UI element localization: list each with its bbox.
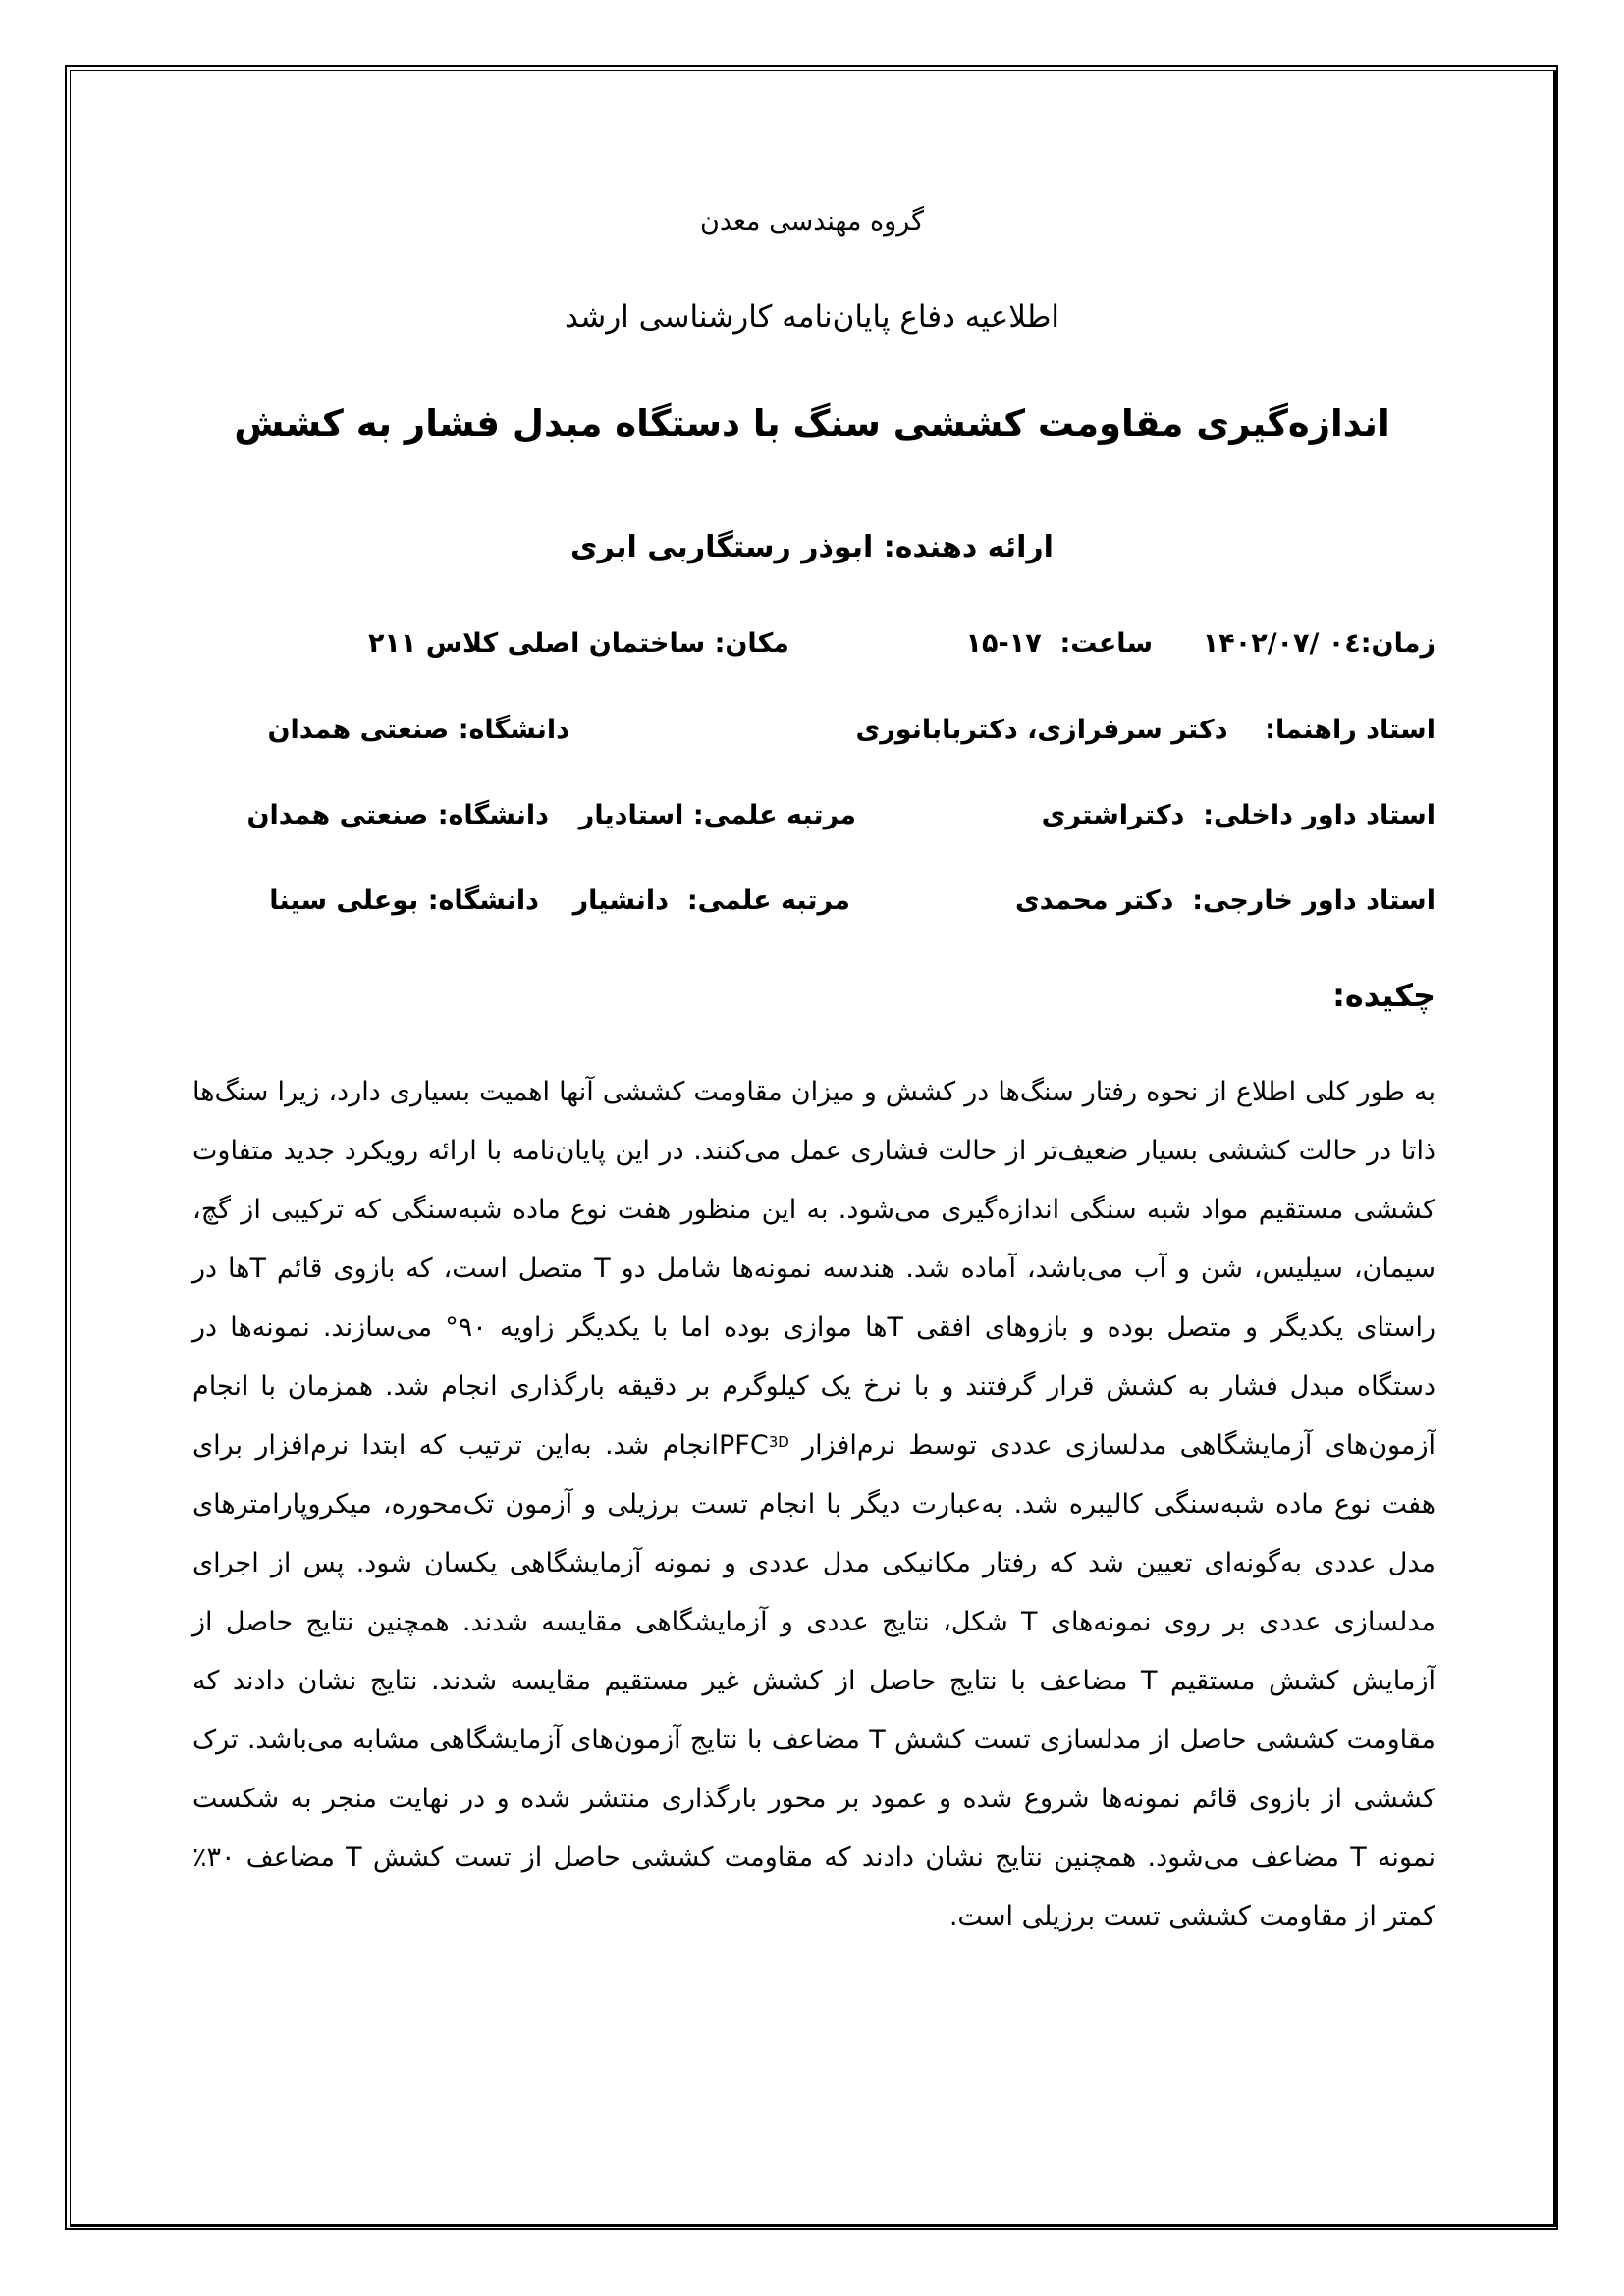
internal-examiner-university-label: دانشگاه: (437, 800, 549, 830)
software-name (719, 1430, 789, 1461)
abstract-body (192, 1063, 1435, 1947)
internal-examiner-rank: استادیار (578, 800, 684, 830)
presenter-label: ارائه دهنده: (883, 530, 1054, 564)
external-examiner-university: بوعلی سینا (269, 885, 419, 916)
presenter-name: ابوذر رستگاربی ابری (570, 530, 874, 564)
internal-examiner-university: صنعتی همدان (246, 800, 429, 830)
software-superscript: 3D (768, 1433, 789, 1451)
time-value: ۱۵-۱۷ (965, 628, 1042, 659)
presenter (0, 530, 1624, 564)
internal-examiner-name: دکتراشتری (1041, 800, 1185, 830)
defense-notice-heading: اطلاعیه دفاع پایان‌نامه کارشناسی ارشد (564, 299, 1060, 335)
date-field (1203, 628, 1435, 659)
external-examiner-university-label: دانشگاه: (427, 885, 539, 916)
internal-examiner-university-field (246, 800, 549, 830)
abstract-text-part2: انجام شد. به‌این ترتیب که ابتدا نرم‌افزار برای هفت نوع ماده شبه‌سنگی کالیبره شد. به‌عبارت دیگر با انجام تست برزیلی و آزمون تک‌محوره، میکروپارامترهای مدل عددی به‌گونه‌ای تعیین شد که رفتار مکانیکی مدل عددی و نمونه آزمایشگاهی یکسان شود. پس از اجرای مدلسازی عددی بر روی نمونه‌های T شکل، نتایج عددی و آزمایشگاهی مقایسه شدند. همچنین نتایج حاصل از آزمایش کشش مستقیم T مضاعف با نتایج حاصل از کشش غیر مستقیم مقایسه شدند. نتایج نشان دادند که مقاومت کششی حاصل از مدلسازی تست کشش T مضاعف با نتایج آزمون‌های آزمایشگاهی مشابه می‌باشد. ترک کششی از بازوی قائم نمونه‌ها شروع شده و عمود بر محور بارگذاری منتشر شده و در نهایت منجر به شکست نمونه T مضاعف می‌شود. همچنین نتایج نشان دادند که مقاومت کششی حاصل از تست کشش T مضاعف ۳۰٪ کمتر از مقاومت کششی تست برزیلی است. (192, 1430, 1436, 1932)
supervisor-university-field (267, 715, 569, 745)
abstract-heading: چکیده: (1332, 977, 1435, 1014)
location-value: ساختمان اصلی کلاس ۲۱۱ (367, 628, 706, 659)
external-examiner-rank: دانشیار (572, 885, 670, 916)
supervisor-university: صنعتی همدان (267, 715, 450, 745)
external-examiner-rank-field (573, 885, 850, 916)
abstract-paragraph (192, 1063, 1435, 1947)
external-examiner-field (1015, 885, 1435, 916)
internal-examiner-label: استاد داور داخلی: (1203, 800, 1435, 830)
date-label: زمان: (1360, 628, 1435, 659)
abstract-text-part1: به طور کلی اطلاع از نحوه رفتار سنگ‌ها در کشش و میزان مقاومت کششی آنها اهمیت بسیاری دارد، زیرا سنگ‌ها ذاتا در حالت کششی بسیار ضعیف‌تر از حالت فشاری عمل می‌کنند. در این پایان‌نامه با ارائه رویکرد جدید متفاوت کششی مستقیم مواد شبه سنگی اندازه‌گیری می‌شود. به این منظور هفت نوع ماده شبه‌سنگی که ترکیبی از گچ، سیمان، سیلیس، شن و آب می‌باشد، آماده شد. هندسه نمونه‌ها شامل دو T متصل است، که بازوی قائم Tها در راستای یکدیگر و متصل بوده و بازوهای افقی Tها موازی بوده اما با یکدیگر زاویه ۹۰° می‌سازند. نمونه‌ها در دستگاه مبدل فشار به کشش قرار گرفتند و با نرخ یک کیلوگرم بر دقیقه بارگذاری انجام شد. همزمان با انجام آزمون‌های آزمایشگاهی مدلسازی عددی توسط نرم‌افزار (192, 1077, 1435, 1461)
location-label: مکان: (714, 628, 789, 659)
supervisor-label: استاد راهنما: (1265, 715, 1435, 745)
thesis-title: اندازه‌گیری مقاومت کششی سنگ با دستگاه مبدل فشار به کشش (234, 402, 1390, 445)
supervisor-name: دکتر سرفرازی، دکتربابانوری (855, 715, 1228, 745)
time-field (966, 628, 1153, 659)
external-examiner-university-field (269, 885, 539, 916)
date-value: ۱۴۰۲/۰۷/ ۰٤ (1202, 628, 1361, 659)
external-examiner-rank-label: مرتبه علمی: (686, 885, 850, 916)
internal-examiner-rank-label: مرتبه علمی: (692, 800, 856, 830)
external-examiner-label: استاد داور خارجی: (1192, 885, 1435, 916)
internal-examiner-field (1042, 800, 1435, 830)
software-label: PFC (719, 1430, 769, 1461)
location-field (368, 628, 789, 659)
external-examiner-name: دکتر محمدی (1015, 885, 1174, 916)
department-heading: گروه مهندسی معدن (700, 206, 924, 237)
supervisor-field (855, 715, 1435, 745)
supervisor-university-label: دانشگاه: (458, 715, 569, 745)
internal-examiner-rank-field (579, 800, 856, 830)
time-label: ساعت: (1059, 628, 1153, 659)
